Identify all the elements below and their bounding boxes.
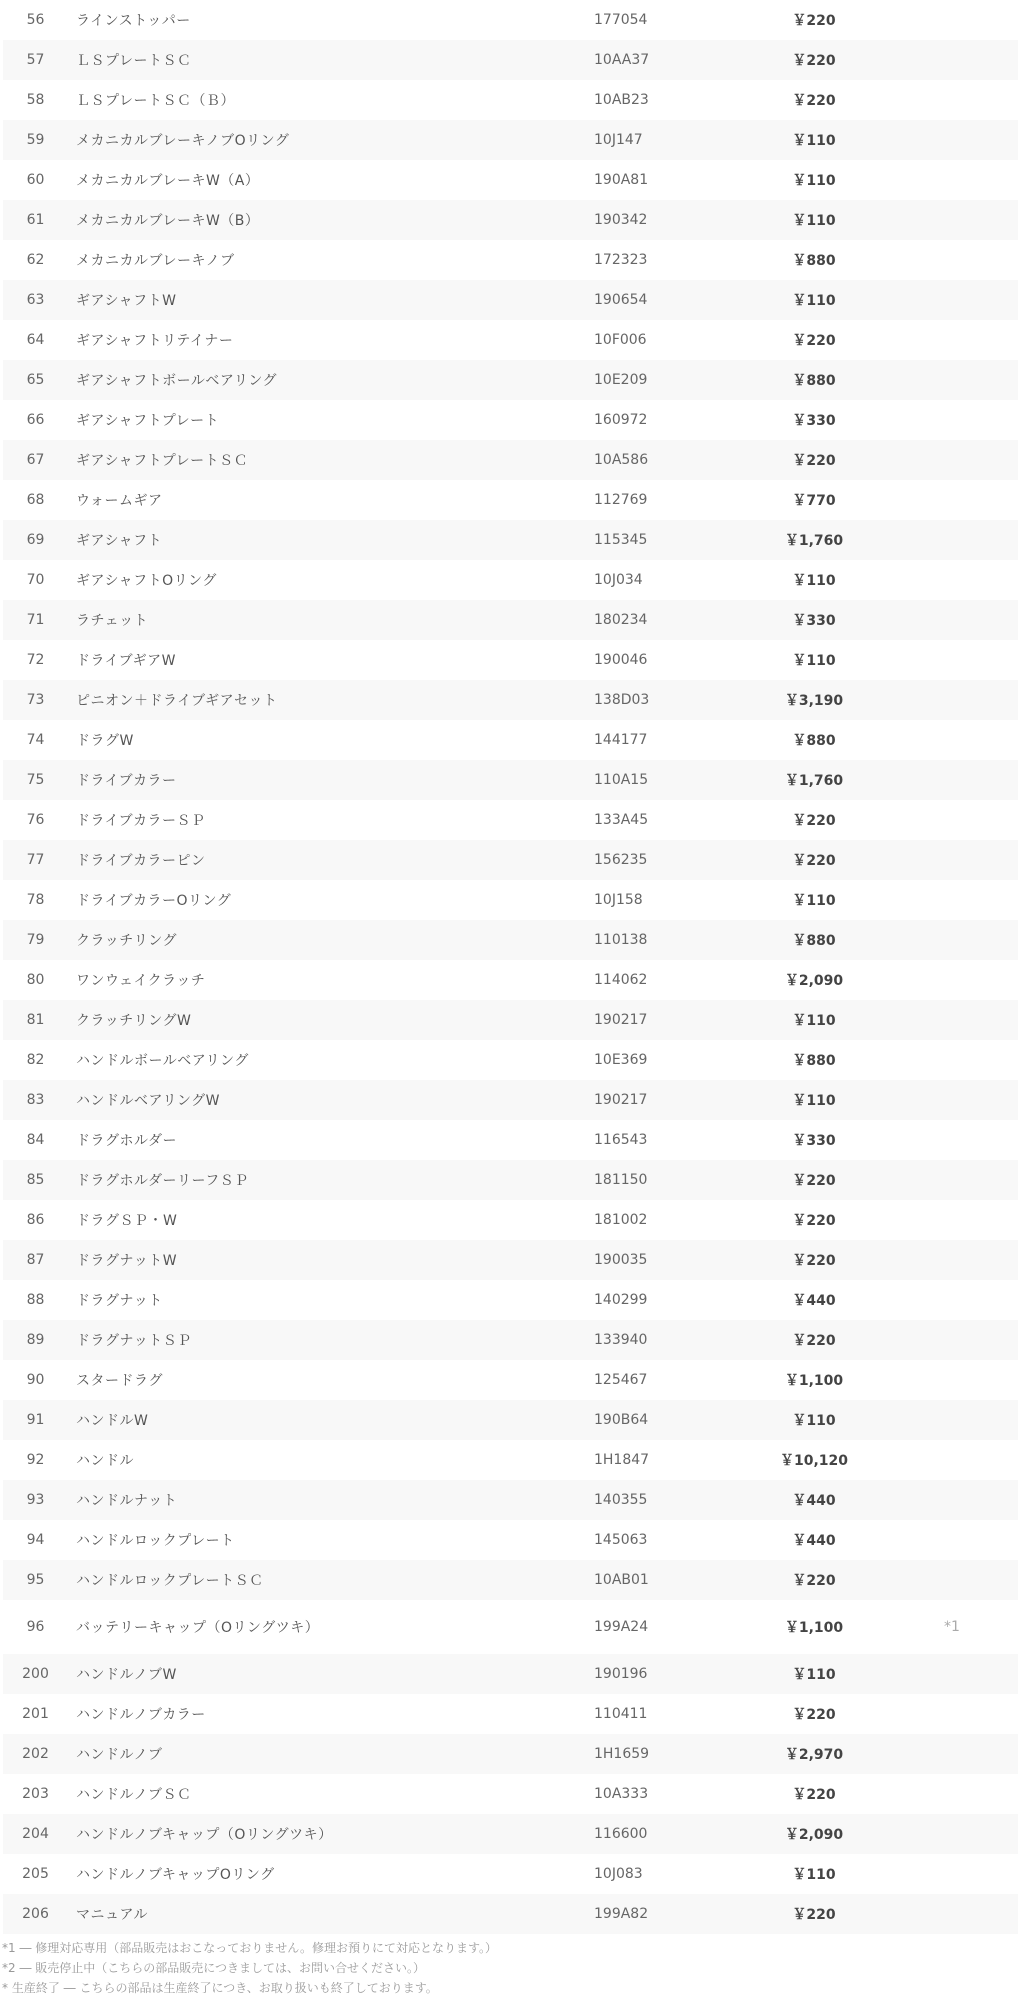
part-number-cell: 80 <box>26 972 45 988</box>
part-note-cell <box>874 760 1018 800</box>
part-number-cell: 203 <box>22 1786 49 1802</box>
part-code-cell: 181150 <box>594 1172 648 1188</box>
part-note-cell <box>874 1400 1018 1440</box>
part-price-cell: ￥770 <box>792 493 836 509</box>
part-note-cell <box>874 720 1018 760</box>
part-name-cell: クラッチリングW <box>76 1013 192 1029</box>
part-name-cell: ドラグナットW <box>76 1253 178 1269</box>
part-note-cell <box>874 1480 1018 1520</box>
part-name-cell: ギアシャフトW <box>76 293 177 309</box>
part-price-cell: ￥1,100 <box>784 1373 844 1389</box>
part-name-cell: ハンドルノブキャップ（Oリングツキ） <box>76 1827 333 1843</box>
table-row <box>3 0 1018 40</box>
part-code-cell: 190A81 <box>594 172 649 188</box>
part-price-cell: ￥110 <box>792 1867 836 1883</box>
part-name-cell: ハンドルノブ <box>76 1747 163 1763</box>
part-name-cell: ドラグＳＰ・W <box>76 1213 178 1229</box>
part-number-cell: 67 <box>26 452 45 468</box>
table-row <box>3 920 1018 960</box>
footnote-1: *1 ― 修理対応専用（部品販売はおこなっておりません。修理お預りにて対応となります。） <box>2 1941 498 1955</box>
part-note-cell <box>874 600 1018 640</box>
part-name-cell: ドラグホルダー <box>76 1133 177 1149</box>
table-row <box>3 440 1018 480</box>
part-code-cell: 144177 <box>594 732 648 748</box>
part-code-cell: 140355 <box>594 1492 648 1508</box>
part-number-cell: 201 <box>22 1706 49 1722</box>
part-name-cell: スタードラグ <box>76 1373 163 1389</box>
part-note-cell <box>874 1160 1018 1200</box>
part-code-cell: 145063 <box>594 1532 648 1548</box>
part-number-cell: 78 <box>26 892 45 908</box>
part-code-cell: 190654 <box>594 292 648 308</box>
part-number-cell: 74 <box>26 732 45 748</box>
part-name-cell: ハンドル <box>76 1453 134 1469</box>
table-row <box>3 280 1018 320</box>
part-price-cell: ￥3,190 <box>784 693 844 709</box>
part-code-cell: 199A82 <box>594 1906 649 1922</box>
table-row <box>3 40 1018 80</box>
part-price-cell: ￥110 <box>792 653 836 669</box>
part-note-cell <box>874 1734 1018 1774</box>
part-code-cell: 172323 <box>594 252 648 268</box>
part-note-cell <box>874 1360 1018 1400</box>
part-note-cell <box>874 160 1018 200</box>
part-price-cell: ￥880 <box>792 253 836 269</box>
part-number-cell: 58 <box>26 92 45 108</box>
part-price-cell: ￥880 <box>792 733 836 749</box>
part-code-cell: 116600 <box>594 1826 648 1842</box>
table-row <box>3 360 1018 400</box>
part-name-cell: ギアシャフトOリング <box>76 573 217 589</box>
table-row <box>3 1160 1018 1200</box>
part-number-cell: 56 <box>26 12 45 28</box>
part-name-cell: ドライブカラーOリング <box>76 893 232 909</box>
table-row <box>3 1480 1018 1520</box>
part-number-cell: 96 <box>26 1619 45 1635</box>
table-row <box>3 1600 1018 1654</box>
part-note-cell <box>874 920 1018 960</box>
part-name-cell: ハンドルロックプレート <box>76 1533 235 1549</box>
part-code-cell: 190046 <box>594 652 648 668</box>
part-code-cell: 10F006 <box>594 332 647 348</box>
part-note-cell <box>874 1894 1018 1934</box>
table-row <box>3 160 1018 200</box>
part-price-cell: ￥220 <box>792 1573 836 1589</box>
table-row <box>3 1240 1018 1280</box>
part-note-cell <box>874 960 1018 1000</box>
part-number-cell: 90 <box>26 1372 45 1388</box>
table-row <box>3 680 1018 720</box>
part-name-cell: メカニカルブレーキW（B） <box>76 213 260 229</box>
table-row <box>3 720 1018 760</box>
part-number-cell: 82 <box>26 1052 45 1068</box>
part-number-cell: 204 <box>22 1826 49 1842</box>
table-row <box>3 1280 1018 1320</box>
table-row <box>3 960 1018 1000</box>
part-name-cell: ハンドルノブW <box>76 1667 177 1683</box>
part-number-cell: 87 <box>26 1252 45 1268</box>
table-row <box>3 120 1018 160</box>
part-number-cell: 94 <box>26 1532 45 1548</box>
part-number-cell: 68 <box>26 492 45 508</box>
part-code-cell: 138D03 <box>594 692 650 708</box>
part-code-cell: 190035 <box>594 1252 648 1268</box>
part-code-cell: 125467 <box>594 1372 648 1388</box>
table-row <box>3 480 1018 520</box>
part-code-cell: 190342 <box>594 212 648 228</box>
table-row <box>3 1560 1018 1600</box>
part-code-cell: 10E209 <box>594 372 648 388</box>
part-price-cell: ￥110 <box>792 1667 836 1683</box>
part-number-cell: 57 <box>26 52 45 68</box>
part-name-cell: ラインストッパー <box>76 13 191 29</box>
part-price-cell: ￥440 <box>792 1533 836 1549</box>
part-number-cell: 84 <box>26 1132 45 1148</box>
part-code-cell: 190217 <box>594 1092 648 1108</box>
part-name-cell: ハンドルノブキャップOリング <box>76 1867 275 1883</box>
part-number-cell: 76 <box>26 812 45 828</box>
part-code-cell: 10AA37 <box>594 52 650 68</box>
table-row <box>3 1520 1018 1560</box>
part-price-cell: ￥220 <box>792 813 836 829</box>
table-row <box>3 1040 1018 1080</box>
part-code-cell: 10AB23 <box>594 92 649 108</box>
table-row <box>3 1774 1018 1814</box>
part-note-cell <box>874 1080 1018 1120</box>
part-price-cell: ￥220 <box>792 333 836 349</box>
part-note-cell <box>874 880 1018 920</box>
part-price-cell: ￥1,760 <box>784 533 844 549</box>
part-price-cell: ￥880 <box>792 933 836 949</box>
part-note-cell <box>874 440 1018 480</box>
table-row <box>3 840 1018 880</box>
part-note-cell <box>874 480 1018 520</box>
table-row <box>3 240 1018 280</box>
part-price-cell: ￥110 <box>792 573 836 589</box>
part-code-cell: 114062 <box>594 972 648 988</box>
part-number-cell: 86 <box>26 1212 45 1228</box>
part-price-cell: ￥1,100 <box>784 1620 844 1636</box>
part-name-cell: ハンドルノブＳＣ <box>76 1787 192 1803</box>
part-price-cell: ￥110 <box>792 213 836 229</box>
part-name-cell: ウォームギア <box>76 493 163 509</box>
part-price-cell: ￥330 <box>792 413 836 429</box>
part-note-cell <box>874 1560 1018 1600</box>
part-price-cell: ￥880 <box>792 373 836 389</box>
part-number-cell: 60 <box>26 172 45 188</box>
part-note-cell <box>874 520 1018 560</box>
footnote-2: *2 ― 販売停止中（こちらの部品販売につきましては、お問い合せください。） <box>2 1961 426 1975</box>
part-name-cell: バッテリーキャップ（Oリングツキ） <box>76 1620 320 1636</box>
part-price-cell: ￥110 <box>792 893 836 909</box>
part-code-cell: 133940 <box>594 1332 648 1348</box>
table-row <box>3 80 1018 120</box>
part-name-cell: ハンドルノブカラー <box>76 1707 206 1723</box>
part-price-cell: ￥1,760 <box>784 773 844 789</box>
part-number-cell: 73 <box>26 692 45 708</box>
part-name-cell: ギアシャフトリテイナー <box>76 333 234 349</box>
part-name-cell: ドライブギアW <box>76 653 176 669</box>
part-number-cell: 93 <box>26 1492 45 1508</box>
part-name-cell: メカニカルブレーキノブOリング <box>76 133 290 149</box>
part-price-cell: ￥110 <box>792 293 836 309</box>
part-price-cell: ￥440 <box>792 1293 836 1309</box>
table-row <box>3 760 1018 800</box>
table-row <box>3 560 1018 600</box>
part-name-cell: ＬＳプレートＳＣ（Ｂ） <box>76 93 235 109</box>
part-code-cell: 190196 <box>594 1666 648 1682</box>
part-name-cell: メカニカルブレーキW（A） <box>76 173 260 189</box>
part-code-cell: 160972 <box>594 412 648 428</box>
table-row <box>3 1320 1018 1360</box>
part-price-cell: ￥220 <box>792 453 836 469</box>
part-number-cell: 85 <box>26 1172 45 1188</box>
table-row <box>3 1894 1018 1934</box>
part-number-cell: 72 <box>26 652 45 668</box>
part-number-cell: 200 <box>22 1666 49 1682</box>
part-price-cell: ￥220 <box>792 1907 836 1923</box>
part-note-cell <box>874 400 1018 440</box>
table-row <box>3 1360 1018 1400</box>
part-code-cell: 181002 <box>594 1212 648 1228</box>
table-row <box>3 1440 1018 1480</box>
table-row <box>3 600 1018 640</box>
parts-table <box>3 0 1018 1934</box>
part-note-cell <box>874 120 1018 160</box>
part-code-cell: 110138 <box>594 932 648 948</box>
part-number-cell: 88 <box>26 1292 45 1308</box>
part-code-cell: 10J158 <box>594 892 643 908</box>
part-number-cell: 64 <box>26 332 45 348</box>
part-note-cell <box>874 320 1018 360</box>
part-price-cell: ￥220 <box>792 1787 836 1803</box>
part-note-cell <box>874 1694 1018 1734</box>
part-name-cell: ギアシャフトプレート <box>76 413 220 429</box>
part-price-cell: ￥2,970 <box>784 1747 844 1763</box>
part-price-cell: ￥10,120 <box>779 1453 849 1469</box>
part-number-cell: 75 <box>26 772 45 788</box>
table-row <box>3 880 1018 920</box>
part-price-cell: ￥220 <box>792 1213 836 1229</box>
table-row <box>3 1200 1018 1240</box>
part-price-cell: ￥220 <box>792 1173 836 1189</box>
part-code-cell: 1H1659 <box>594 1746 650 1762</box>
part-code-cell: 190B64 <box>594 1412 649 1428</box>
part-note-cell <box>874 1440 1018 1480</box>
part-name-cell: ドラグナットＳＰ <box>76 1333 192 1349</box>
part-note-cell <box>874 640 1018 680</box>
part-note-cell <box>874 1854 1018 1894</box>
table-row <box>3 1814 1018 1854</box>
part-name-cell: ギアシャフトプレートＳＣ <box>76 453 249 469</box>
table-row <box>3 1694 1018 1734</box>
part-code-cell: 199A24 <box>594 1619 649 1635</box>
part-code-cell: 10AB01 <box>594 1572 649 1588</box>
part-name-cell: ドライブカラーＳＰ <box>76 813 206 829</box>
part-price-cell: ￥330 <box>792 1133 836 1149</box>
part-note-cell <box>874 240 1018 280</box>
part-number-cell: 77 <box>26 852 45 868</box>
part-price-cell: ￥880 <box>792 1053 836 1069</box>
table-row <box>3 520 1018 560</box>
part-price-cell: ￥220 <box>792 13 836 29</box>
part-price-cell: ￥2,090 <box>784 973 844 989</box>
table-row <box>3 1654 1018 1694</box>
footnotes <box>2 1938 1017 1998</box>
part-note-cell <box>874 1774 1018 1814</box>
part-note-cell <box>874 1814 1018 1854</box>
part-note-cell <box>874 840 1018 880</box>
table-row <box>3 1734 1018 1774</box>
part-number-cell: 66 <box>26 412 45 428</box>
table-row <box>3 400 1018 440</box>
part-note-cell <box>874 280 1018 320</box>
part-note-cell <box>874 680 1018 720</box>
part-number-cell: 61 <box>26 212 45 228</box>
part-number-cell: 70 <box>26 572 45 588</box>
part-name-cell: ハンドルベアリングW <box>76 1093 221 1109</box>
part-number-cell: 63 <box>26 292 45 308</box>
part-code-cell: 156235 <box>594 852 648 868</box>
part-name-cell: メカニカルブレーキノブ <box>76 253 235 269</box>
part-note-cell <box>874 1280 1018 1320</box>
part-name-cell: ピニオン＋ドライブギアセット <box>76 693 278 709</box>
part-code-cell: 140299 <box>594 1292 648 1308</box>
table-row <box>3 1854 1018 1894</box>
part-code-cell: 190217 <box>594 1012 648 1028</box>
table-row <box>3 640 1018 680</box>
part-price-cell: ￥220 <box>792 53 836 69</box>
part-note-cell <box>874 1240 1018 1280</box>
part-note-cell <box>874 800 1018 840</box>
part-code-cell: 10A586 <box>594 452 649 468</box>
part-price-cell: ￥220 <box>792 853 836 869</box>
part-name-cell: ドライブカラーピン <box>76 853 206 869</box>
part-name-cell: ハンドルナット <box>76 1493 178 1509</box>
part-code-cell: 110A15 <box>594 772 649 788</box>
part-number-cell: 59 <box>26 132 45 148</box>
part-name-cell: ラチェット <box>76 613 149 629</box>
part-code-cell: 112769 <box>594 492 648 508</box>
part-number-cell: 81 <box>26 1012 45 1028</box>
part-name-cell: マニュアル <box>76 1907 148 1923</box>
part-name-cell: ギアシャフトボールベアリング <box>76 373 278 389</box>
part-price-cell: ￥220 <box>792 93 836 109</box>
part-note-cell <box>874 80 1018 120</box>
part-price-cell: ￥220 <box>792 1707 836 1723</box>
part-price-cell: ￥110 <box>792 1013 836 1029</box>
part-note-cell <box>874 1200 1018 1240</box>
part-code-cell: 10J034 <box>594 572 643 588</box>
part-note-cell <box>874 1654 1018 1694</box>
part-number-cell: 83 <box>26 1092 45 1108</box>
part-note-cell <box>874 1040 1018 1080</box>
part-name-cell: ハンドルW <box>76 1413 149 1429</box>
part-note-cell <box>874 360 1018 400</box>
part-name-cell: ハンドルロックプレートＳＣ <box>76 1573 264 1589</box>
part-number-cell: 206 <box>22 1906 49 1922</box>
part-code-cell: 116543 <box>594 1132 648 1148</box>
part-number-cell: 92 <box>26 1452 45 1468</box>
part-note-cell <box>874 0 1018 40</box>
part-code-cell: 177054 <box>594 12 648 28</box>
table-row <box>3 800 1018 840</box>
table-row <box>3 1400 1018 1440</box>
part-note-cell <box>874 200 1018 240</box>
part-number-cell: 91 <box>26 1412 45 1428</box>
part-code-cell: 1H1847 <box>594 1452 650 1468</box>
table-row <box>3 1000 1018 1040</box>
table-row <box>3 200 1018 240</box>
part-number-cell: 71 <box>26 612 45 628</box>
part-name-cell: ドライブカラー <box>76 773 177 789</box>
part-code-cell: 10E369 <box>594 1052 648 1068</box>
part-name-cell: ハンドルボールベアリング <box>76 1053 249 1069</box>
table-row <box>3 320 1018 360</box>
part-note-cell: *1 <box>944 1619 960 1635</box>
part-name-cell: ドラグナット <box>76 1293 163 1309</box>
part-price-cell: ￥110 <box>792 173 836 189</box>
part-price-cell: ￥440 <box>792 1493 836 1509</box>
part-name-cell: ＬＳプレートＳＣ <box>76 53 192 69</box>
part-number-cell: 95 <box>26 1572 45 1588</box>
part-price-cell: ￥110 <box>792 1413 836 1429</box>
part-code-cell: 10J147 <box>594 132 643 148</box>
part-note-cell <box>874 1120 1018 1160</box>
part-price-cell: ￥110 <box>792 133 836 149</box>
part-price-cell: ￥330 <box>792 613 836 629</box>
part-name-cell: クラッチリング <box>76 933 177 949</box>
part-price-cell: ￥2,090 <box>784 1827 844 1843</box>
part-name-cell: ワンウェイクラッチ <box>76 973 206 989</box>
part-note-cell <box>874 1520 1018 1560</box>
part-code-cell: 115345 <box>594 532 648 548</box>
part-code-cell: 10J083 <box>594 1866 643 1882</box>
footnote-discontinued: * 生産終了 ― こちらの部品は生産終了につき、お取り扱いも終了しております。 <box>2 1981 438 1995</box>
table-row <box>3 1080 1018 1120</box>
part-number-cell: 205 <box>22 1866 49 1882</box>
part-note-cell <box>874 40 1018 80</box>
part-code-cell: 110411 <box>594 1706 648 1722</box>
part-note-cell <box>874 560 1018 600</box>
part-price-cell: ￥220 <box>792 1333 836 1349</box>
parts-table-body <box>3 0 1018 1934</box>
part-name-cell: ギアシャフト <box>76 533 163 549</box>
part-number-cell: 202 <box>22 1746 49 1762</box>
part-name-cell: ドラグW <box>76 733 134 749</box>
part-note-cell <box>874 1000 1018 1040</box>
part-number-cell: 69 <box>26 532 45 548</box>
part-number-cell: 89 <box>26 1332 45 1348</box>
part-note-cell <box>874 1320 1018 1360</box>
part-code-cell: 180234 <box>594 612 648 628</box>
part-number-cell: 79 <box>26 932 45 948</box>
part-number-cell: 62 <box>26 252 45 268</box>
part-number-cell: 65 <box>26 372 45 388</box>
part-code-cell: 10A333 <box>594 1786 649 1802</box>
part-price-cell: ￥110 <box>792 1093 836 1109</box>
part-price-cell: ￥220 <box>792 1253 836 1269</box>
part-code-cell: 133A45 <box>594 812 649 828</box>
table-row <box>3 1120 1018 1160</box>
part-name-cell: ドラグホルダーリーフＳＰ <box>76 1173 249 1189</box>
